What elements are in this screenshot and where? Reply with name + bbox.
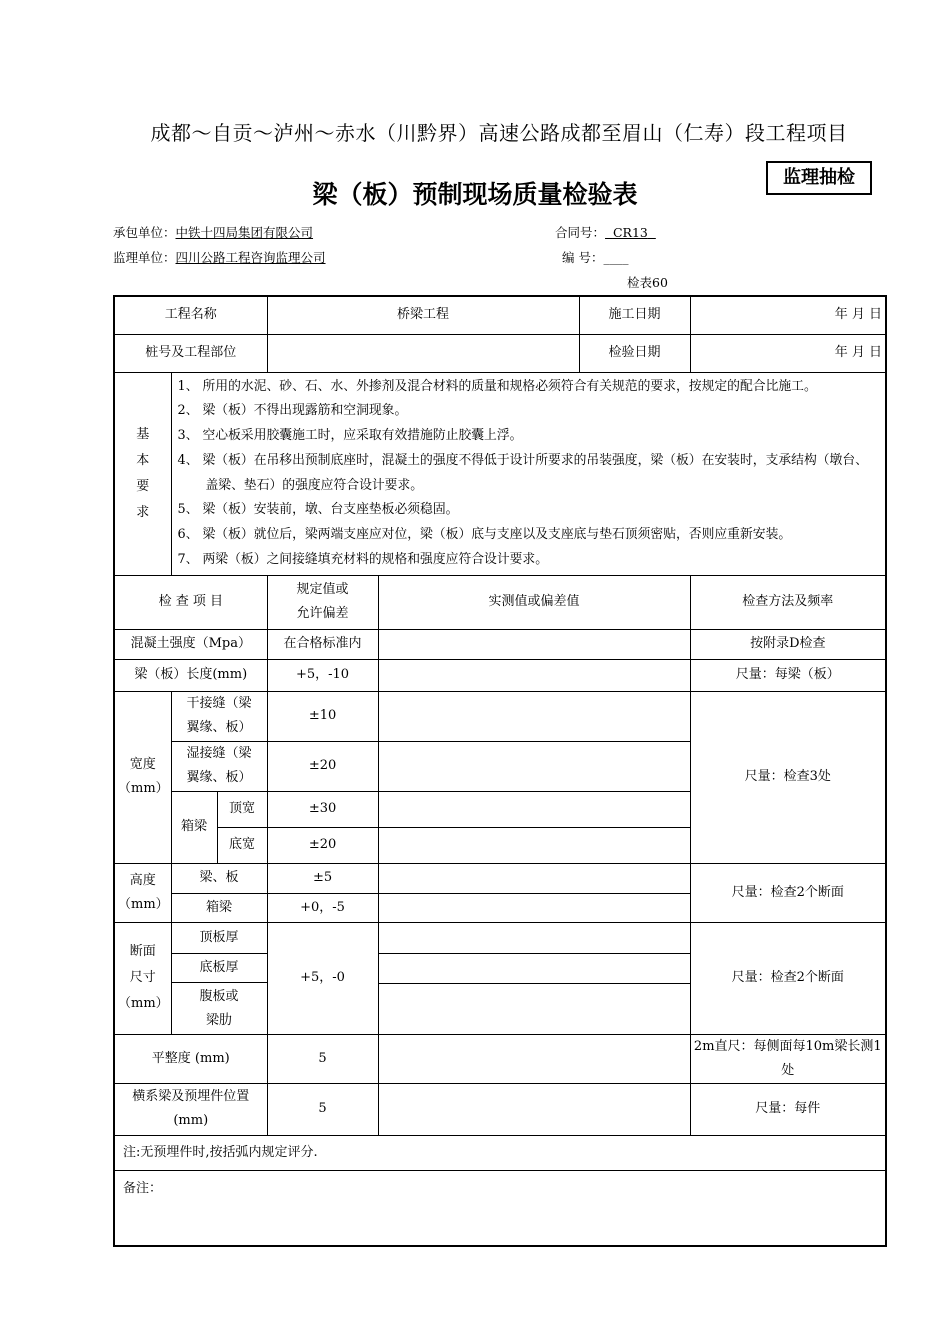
width-method: 尺量：检查3处 bbox=[690, 691, 886, 863]
construction-date-value[interactable]: 年 月 日 bbox=[690, 296, 886, 334]
supervisor-line bbox=[113, 248, 326, 266]
bottom-width-tolerance: ±20 bbox=[267, 827, 378, 863]
height-beam-slab-item: 梁、板 bbox=[171, 863, 267, 893]
supervisor-label: 监理单位： bbox=[113, 250, 176, 265]
flatness-measured[interactable] bbox=[378, 1034, 690, 1083]
length-item: 梁（板）长度(mm) bbox=[114, 659, 267, 691]
bottom-width-measured[interactable] bbox=[378, 827, 690, 863]
requirement-item: 3、 空心板采用胶囊施工时，应采取有效措施防止胶囊上浮。 bbox=[177, 428, 523, 444]
inspection-date-label: 检验日期 bbox=[579, 334, 690, 372]
flatness-tolerance: 5 bbox=[267, 1034, 378, 1083]
requirement-item: 5、 梁（板）安装前，墩、台支座垫板必须稳固。 bbox=[177, 502, 459, 518]
section-method: 尺量：检查2个断面 bbox=[690, 922, 886, 1034]
length-method: 尺量：每梁（板） bbox=[690, 659, 886, 691]
top-width-item: 顶宽 bbox=[217, 791, 267, 827]
bottom-width-item: 底宽 bbox=[217, 827, 267, 863]
concrete-strength-method: 按附录D检查 bbox=[690, 629, 886, 659]
wet-joint-measured[interactable] bbox=[378, 741, 690, 791]
col-header-tolerance: 规定值或 允许偏差 bbox=[267, 575, 378, 629]
requirement-item: 4、 梁（板）在吊移出预制底座时，混凝土的强度不得低于设计所要求的吊装强度，梁（板）在安装时，支承结构（墩台、盖梁、垫石）的强度应符合设计要求。 bbox=[177, 452, 868, 493]
width-label: 宽度 （mm） bbox=[114, 691, 171, 863]
contract-no-value: CR13 bbox=[612, 225, 648, 240]
crossbeam-tolerance: 5 bbox=[267, 1083, 378, 1135]
wet-joint-item: 湿接缝（梁 翼缘、板） bbox=[171, 741, 267, 791]
requirement-item: 6、 梁（板）就位后，梁两端支座应对位，梁（板）底与支座以及支座底与垫石顶须密贴，否则应重新安装。 bbox=[177, 527, 792, 543]
height-method: 尺量：检查2个断面 bbox=[690, 863, 886, 922]
basic-requirements-label: 基 本 要 求 bbox=[114, 372, 171, 575]
project-title: 成都～自贡～泸州～赤水（川黔界）高速公路成都至眉山（仁寿）段工程项目 bbox=[150, 121, 848, 145]
length-tolerance: +5，-10 bbox=[267, 659, 378, 691]
inspection-table bbox=[113, 295, 887, 1247]
serial-label: 编 号： bbox=[562, 250, 604, 265]
web-item: 腹板或 梁肋 bbox=[171, 983, 267, 1034]
supervisor-value: 四川公路工程咨询监理公司 bbox=[175, 250, 326, 265]
web-measured[interactable] bbox=[379, 984, 690, 1034]
dry-joint-measured[interactable] bbox=[378, 691, 690, 741]
contract-no-line bbox=[555, 223, 656, 241]
supervision-stamp: 监理抽检 bbox=[766, 161, 872, 195]
section-measured[interactable] bbox=[378, 922, 690, 1034]
height-box-girder-measured[interactable] bbox=[378, 893, 690, 922]
top-width-measured[interactable] bbox=[378, 791, 690, 827]
contractor-line bbox=[113, 223, 313, 241]
requirement-item: 7、 两梁（板）之间接缝填充材料的规格和强度应符合设计要求。 bbox=[177, 552, 549, 568]
construction-date-label: 施工日期 bbox=[579, 296, 690, 334]
height-label: 高度 （mm） bbox=[114, 863, 171, 922]
contractor-label: 承包单位： bbox=[113, 225, 176, 240]
inspection-date-value[interactable]: 年 月 日 bbox=[690, 334, 886, 372]
col-header-method: 检查方法及频率 bbox=[690, 575, 886, 629]
requirement-item: 2、 梁（板）不得出现露筋和空洞现象。 bbox=[177, 403, 408, 419]
dry-joint-item: 干接缝（梁 翼缘、板） bbox=[171, 691, 267, 741]
flatness-method: 2m直尺：每侧面每10m梁长测1处 bbox=[690, 1034, 886, 1083]
col-header-item: 检 查 项 目 bbox=[114, 575, 267, 629]
top-slab-item: 顶板厚 bbox=[171, 922, 267, 953]
form-number: 检表60 bbox=[627, 275, 668, 290]
length-measured[interactable] bbox=[378, 659, 690, 691]
project-name-label: 工程名称 bbox=[114, 296, 267, 334]
footnote: 注:无预埋件时,按括弧内规定评分. bbox=[114, 1135, 886, 1170]
requirement-item: 1、 所用的水泥、砂、石、水、外掺剂及混合材料的质量和规格必须符合有关规范的要求，按规定的配合比施工。 bbox=[177, 378, 817, 394]
box-girder-width-label: 箱梁 bbox=[171, 791, 217, 863]
project-name-value: 桥梁工程 bbox=[267, 296, 579, 334]
contract-no-label: 合同号： bbox=[555, 225, 606, 240]
section-size-label: 断面 尺寸 （mm） bbox=[114, 922, 171, 1034]
concrete-strength-measured[interactable] bbox=[378, 629, 690, 659]
dry-joint-tolerance: ±10 bbox=[267, 691, 378, 741]
crossbeam-measured[interactable] bbox=[378, 1083, 690, 1135]
station-value[interactable] bbox=[267, 334, 579, 372]
concrete-strength-item: 混凝土强度（Mpa） bbox=[114, 629, 267, 659]
crossbeam-item: 横系梁及预埋件位置 (mm) bbox=[114, 1083, 267, 1135]
height-box-girder-tolerance: +0，-5 bbox=[267, 893, 378, 922]
bottom-slab-measured[interactable] bbox=[379, 954, 690, 984]
contractor-value: 中铁十四局集团有限公司 bbox=[175, 225, 314, 240]
concrete-strength-tolerance: 在合格标准内 bbox=[267, 629, 378, 659]
col-header-measured: 实测值或偏差值 bbox=[378, 575, 690, 629]
serial-line bbox=[562, 248, 628, 266]
wet-joint-tolerance: ±20 bbox=[267, 741, 378, 791]
remarks[interactable] bbox=[114, 1170, 886, 1246]
height-beam-slab-tolerance: ±5 bbox=[267, 863, 378, 893]
height-beam-slab-measured[interactable] bbox=[378, 863, 690, 893]
form-title: 梁（板）预制现场质量检验表 bbox=[312, 180, 638, 209]
bottom-slab-item: 底板厚 bbox=[171, 954, 267, 983]
flatness-item: 平整度 (mm) bbox=[114, 1034, 267, 1083]
top-slab-measured[interactable] bbox=[379, 923, 690, 954]
basic-requirements-list bbox=[171, 372, 886, 575]
top-width-tolerance: ±30 bbox=[267, 791, 378, 827]
section-tolerance: +5，-0 bbox=[267, 922, 378, 1034]
serial-value: ____ bbox=[603, 250, 629, 265]
station-label: 桩号及工程部位 bbox=[114, 334, 267, 372]
height-box-girder-item: 箱梁 bbox=[171, 893, 267, 922]
crossbeam-method: 尺量：每件 bbox=[690, 1083, 886, 1135]
remarks-label: 备注： bbox=[123, 1180, 163, 1196]
